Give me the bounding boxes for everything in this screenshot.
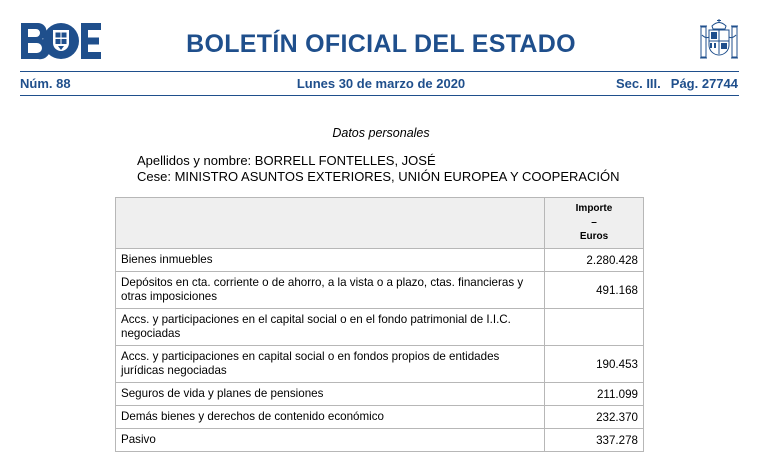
table-row: [116, 383, 644, 406]
row-concept: Depósitos en cta. corriente o de ahorro, a la vista o a plazo, ctas. financieras y otras imposiciones: [116, 272, 545, 309]
table-row: [116, 249, 644, 272]
issue-date: Lunes 30 de marzo de 2020: [296, 76, 466, 91]
page-title: BOLETÍN OFICIAL DEL ESTADO: [186, 30, 576, 58]
table-row: [116, 272, 644, 309]
row-amount: 337.278: [545, 429, 644, 452]
row-concept: Demás bienes y derechos de contenido económico: [116, 406, 545, 429]
section-label: Sec. III.: [615, 76, 661, 91]
assets-table: [115, 197, 644, 452]
issue-number: Núm. 88: [20, 76, 71, 91]
row-amount: [545, 309, 644, 346]
row-concept: Pasivo: [116, 429, 545, 452]
person-name: Apellidos y nombre: BORRELL FONTELLES, JOSÉ: [137, 153, 436, 168]
row-concept: Accs. y participaciones en el capital social o en el fondo patrimonial de I.I.C. negociadas: [116, 309, 545, 346]
row-amount: 232.370: [545, 406, 644, 429]
header-bottom-rule: [20, 95, 739, 96]
concept-header: [116, 198, 545, 249]
header-top-rule: [20, 71, 739, 72]
row-concept: Bienes inmuebles: [116, 249, 545, 272]
table-row: [116, 406, 644, 429]
row-amount: 2.280.428: [545, 249, 644, 272]
section-and-page: [616, 76, 738, 91]
table-header-row: [116, 198, 644, 249]
row-amount: 190.453: [545, 346, 644, 383]
table-row: [116, 429, 644, 452]
section-title: Datos personales: [332, 126, 430, 140]
row-concept: Accs. y participaciones en capital social o en fondos propios de entidades jurídicas negociadas: [116, 346, 545, 383]
row-amount: 211.099: [545, 383, 644, 406]
row-amount: 491.168: [545, 272, 644, 309]
person-cese: Cese: MINISTRO ASUNTOS EXTERIORES, UNIÓN EUROPEA Y COOPERACIÓN: [137, 169, 620, 184]
page-label: Pág. 27744: [670, 76, 738, 91]
table-row: [116, 346, 644, 383]
amount-header: Importe – Euros: [545, 198, 644, 249]
coat-of-arms-icon: [698, 17, 740, 63]
table-row: [116, 309, 644, 346]
row-concept: Seguros de vida y planes de pensiones: [116, 383, 545, 406]
